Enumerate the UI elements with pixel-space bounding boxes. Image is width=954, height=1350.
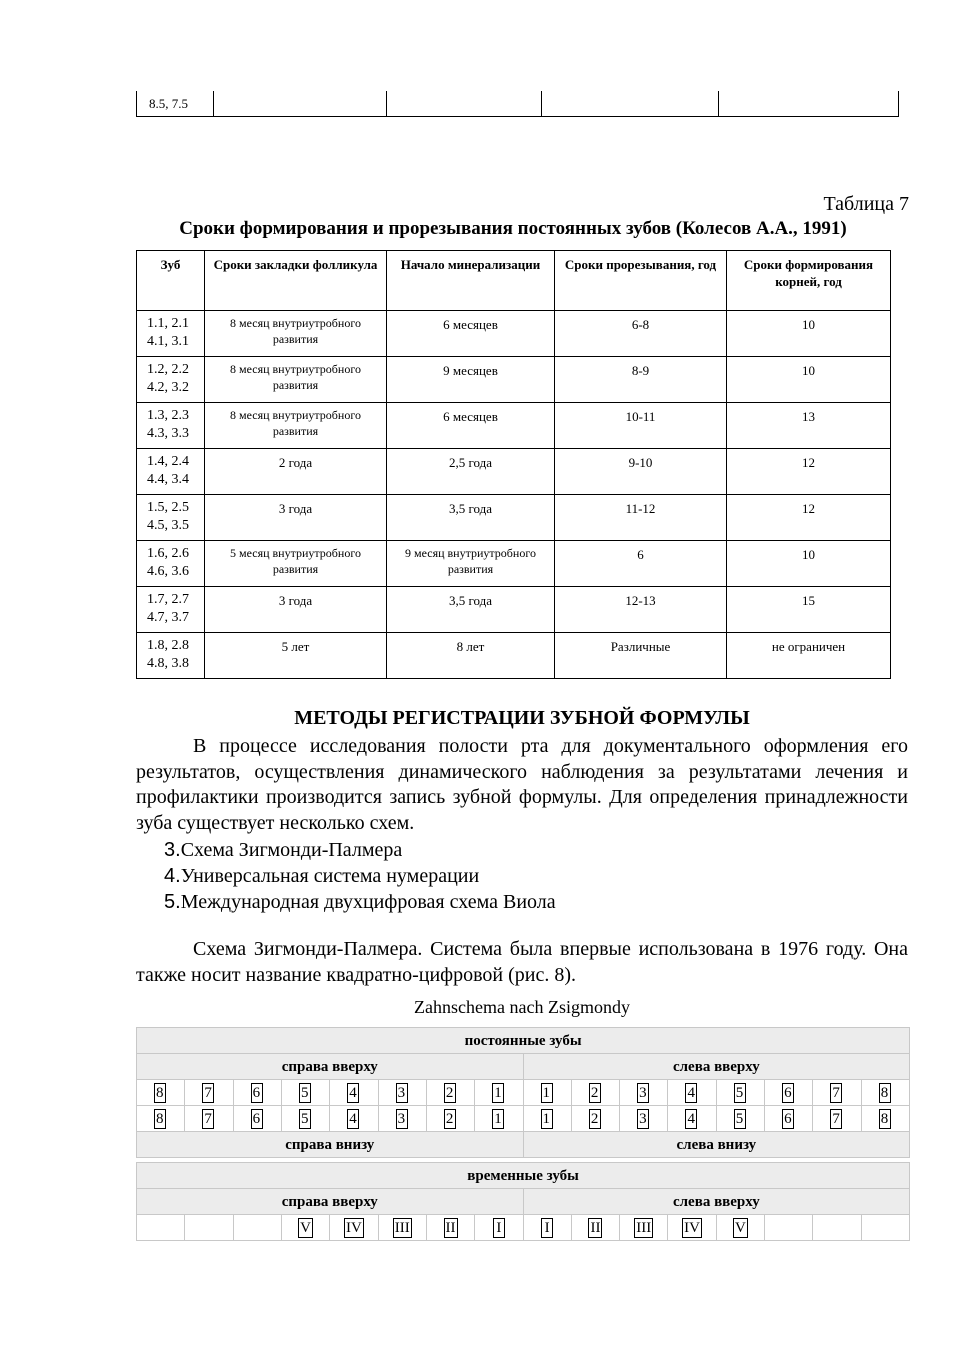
table-cell [727,357,891,403]
list-text: Схема Зигмонди-Палмера [180,839,403,861]
table-cell [387,495,555,541]
table-cell [205,495,387,541]
permanent-lower-row [137,1106,910,1132]
roots-value: 12 [802,501,815,516]
table-cell [387,633,555,679]
intro-paragraph: В процессе исследования полости рта для документального оформления его результатов, осуществления динамического наблюдения за результатами лечения и профилактики производится запись зубной формулы. Для определения принадлежности зуба существует несколько схем. [136,735,908,834]
table-cell [387,541,555,587]
table-cell [387,357,555,403]
permanent-teeth-header: постоянные зубы [137,1028,910,1054]
table-caption: Таблица 7 [823,193,909,215]
table-cell [205,403,387,449]
table-cell [387,587,555,633]
tooth-number: 4.2, 3.2 [147,380,189,395]
follicle-value: 8 месяц внутриутробного развития [230,316,361,346]
teeth-timing-table [136,250,891,679]
tooth-number: 1.8, 2.8 [147,638,189,653]
tooth-cell [137,1080,185,1106]
tooth-box: I [541,1218,553,1238]
zsigmondy-paragraph: Схема Зигмонди-Палмера. Система была впервые использована в 1976 году. Она также носит название квадратно-цифровой (рис. 8). [136,938,908,986]
table-row [137,541,891,587]
tooth-box: 7 [830,1083,842,1103]
tooth-box: 5 [299,1109,311,1129]
table-cell [727,633,891,679]
list-item [164,863,556,889]
eruption-value: 8-9 [631,363,650,378]
tooth-number: 1.7, 2.7 [147,592,189,607]
tooth-cell [716,1106,764,1132]
tooth-cell [668,1080,716,1106]
tooth-cell [185,1215,233,1241]
table-cell [555,633,727,679]
tooth-box: 8 [879,1083,891,1103]
tooth-cell [330,1106,378,1132]
table-cell [387,403,555,449]
eruption-value: 11-12 [625,501,656,516]
tooth-box: 2 [444,1109,456,1129]
eruption-value: 6-8 [631,317,650,332]
tooth-box: 2 [589,1083,601,1103]
previous-table-fragment [136,91,899,117]
tooth-box: 1 [492,1109,504,1129]
tooth-number: 1.3, 2.3 [147,408,189,423]
column-header: Начало минерализации [387,251,555,311]
list-number: 4. [164,865,181,887]
table-cell [555,403,727,449]
column-header: Сроки формирования корней, год [727,251,891,311]
table-cell [137,495,205,541]
tooth-box: 3 [637,1083,649,1103]
tooth-cell [426,1106,474,1132]
column-header: Зуб [137,251,205,311]
table-cell [137,587,205,633]
tooth-cell [861,1080,910,1106]
tooth-cell [378,1080,426,1106]
tooth-cell [716,1080,764,1106]
tooth-box: 5 [299,1083,311,1103]
temporary-teeth-header: временные зубы [137,1163,910,1189]
table-cell [727,541,891,587]
tooth-box: 5 [734,1109,746,1129]
roots-value: не ограничен [771,639,846,654]
tooth-box: II [590,1219,601,1236]
tooth-number: 1.4, 2.4 [147,454,189,469]
table-cell [727,311,891,357]
mineralization-value: 3,5 года [448,501,493,516]
table-cell [137,311,205,357]
table-cell [727,449,891,495]
list-text: Международная двухцифровая схема Виола [180,891,556,913]
tooth-cell [668,1215,716,1241]
tooth-cell [813,1106,861,1132]
tooth-number: 4.5, 3.5 [147,518,189,533]
tooth-number: 4.4, 3.4 [147,472,189,487]
tooth-cell [378,1215,426,1241]
roots-value: 13 [802,409,815,424]
tooth-cell [813,1215,861,1241]
figure-caption: Zahnschema nach Zsigmondy [414,997,630,1017]
tooth-cell [281,1215,329,1241]
tooth-box: 6 [782,1083,794,1103]
tooth-cell [233,1215,281,1241]
schemes-list [164,837,556,915]
tooth-box: 2 [444,1083,456,1103]
tooth-cell [378,1106,426,1132]
table-row [137,311,891,357]
follicle-value: 5 месяц внутриутробного развития [230,546,361,576]
table-row [137,403,891,449]
lower-right-label: справа внизу [137,1132,524,1158]
table-cell [727,587,891,633]
list-text: Универсальная система нумерации [180,865,480,887]
table-cell [214,91,387,117]
temporary-upper-row [137,1215,910,1241]
table-cell [137,449,205,495]
tooth-cell [137,1106,185,1132]
tooth-box: IV [684,1219,700,1236]
table-cell [205,633,387,679]
tooth-box: 7 [830,1109,842,1129]
tooth-cell [523,1215,571,1241]
tooth-box: IV [345,1219,362,1236]
tooth-box: III [394,1219,410,1236]
table-cell [205,357,387,403]
tooth-box: 5 [734,1083,746,1103]
eruption-value: 9-10 [628,455,653,470]
table-cell [387,449,555,495]
table-cell [387,311,555,357]
table-row [137,357,891,403]
tooth-cell [765,1106,813,1132]
tooth-box: 8 [154,1109,166,1129]
tooth-box: III [636,1219,652,1236]
table-cell [205,541,387,587]
table-cell [555,541,727,587]
eruption-value: 6 [637,547,644,562]
temp-upper-left-label: слева вверху [523,1189,910,1215]
follicle-value: 5 лет [281,639,310,654]
tooth-cell [571,1106,619,1132]
tooth-cell [668,1106,716,1132]
table-cell [542,91,719,117]
table-cell [727,495,891,541]
tooth-number: 4.3, 3.3 [147,426,189,441]
eruption-value: 10-11 [625,409,656,424]
follicle-value: 8 месяц внутриутробного развития [230,362,361,392]
follicle-value: 3 года [278,501,313,516]
table-cell [205,449,387,495]
eruption-value: Различные [610,639,671,654]
tooth-box: V [734,1219,746,1236]
table-header-row [137,251,891,311]
tooth-cell [475,1106,523,1132]
list-number: 3. [164,839,181,861]
tooth-cell [861,1106,910,1132]
tooth-box: II [445,1219,456,1236]
mineralization-value: 9 месяц внутриутробного развития [405,546,536,576]
tooth-cell [185,1080,233,1106]
tooth-cell [523,1080,571,1106]
tooth-box: V [300,1219,312,1236]
tooth-box: 1 [541,1083,553,1103]
tooth-cell [281,1080,329,1106]
upper-right-label: справа вверху [137,1054,524,1080]
table-cell [555,587,727,633]
tooth-cell [475,1215,523,1241]
tooth-number: 1.5, 2.5 [147,500,189,515]
table-row [137,495,891,541]
tooth-box: 7 [202,1083,214,1103]
mineralization-value: 8 лет [456,639,485,654]
tooth-cell [620,1215,668,1241]
tooth-number: 1.6, 2.6 [147,546,189,561]
roots-value: 10 [802,363,815,378]
mineralization-value: 9 месяцев [443,363,498,378]
tooth-box: 1 [541,1109,553,1129]
mineralization-value: 3,5 года [448,593,493,608]
tooth-cell [426,1215,474,1241]
table-cell [205,587,387,633]
table-cell [137,403,205,449]
tooth-cell [813,1080,861,1106]
tooth-box: 4 [685,1109,697,1129]
mineralization-value: 2,5 года [448,455,493,470]
eruption-value: 12-13 [625,593,656,608]
tooth-box: 3 [396,1083,408,1103]
tooth-cell [233,1080,281,1106]
upper-left-label: слева вверху [523,1054,910,1080]
tooth-number: 1.2, 2.2 [147,362,189,377]
table-cell [555,495,727,541]
table-title: Сроки формирования и прорезывания постоянных зубов (Колесов А.А., 1991) [179,218,847,239]
tooth-box: 8 [879,1109,891,1129]
tooth-cell [330,1080,378,1106]
tooth-cell [620,1080,668,1106]
tooth-cell [330,1215,378,1241]
tooth-box: I [493,1218,505,1238]
tooth-number: 4.6, 3.6 [147,564,189,579]
tooth-box: 6 [251,1109,263,1129]
tooth-number: 4.8, 3.8 [147,656,189,671]
tooth-box: 1 [492,1083,504,1103]
table-cell [555,311,727,357]
tooth-cell [765,1215,813,1241]
tooth-box: 7 [202,1109,214,1129]
table-cell: 8.5, 7.5 [137,91,214,117]
tooth-number: 1.1, 2.1 [147,316,189,331]
follicle-value: 2 года [278,455,313,470]
zsigmondy-schema [136,1027,910,1241]
temp-upper-right-label: справа вверху [137,1189,524,1215]
table-cell [137,541,205,587]
table-row [137,633,891,679]
table-cell [719,91,899,117]
tooth-cell [861,1215,910,1241]
roots-value: 15 [802,593,815,608]
tooth-box: 4 [685,1083,697,1103]
tooth-cell [281,1106,329,1132]
table-cell [727,403,891,449]
list-item [164,837,556,863]
table-row [137,449,891,495]
table-cell [555,357,727,403]
table-row [137,587,891,633]
column-header: Сроки закладки фолликула [205,251,387,311]
tooth-cell [137,1215,185,1241]
tooth-box: 3 [396,1109,408,1129]
tooth-box: 6 [251,1083,263,1103]
list-number: 5. [164,891,181,913]
tooth-cell [620,1106,668,1132]
tooth-box: 4 [347,1109,359,1129]
mineralization-value: 6 месяцев [443,409,498,424]
tooth-cell [523,1106,571,1132]
tooth-box: 8 [154,1083,166,1103]
follicle-value: 3 года [278,593,313,608]
tooth-cell [571,1080,619,1106]
mineralization-value: 6 месяцев [443,317,498,332]
column-header: Сроки прорезывания, год [555,251,727,311]
table-cell [137,633,205,679]
tooth-cell [426,1080,474,1106]
table-cell [137,357,205,403]
table-row [137,91,899,117]
follicle-value: 8 месяц внутриутробного развития [230,408,361,438]
lower-left-label: слева внизу [523,1132,910,1158]
roots-value: 10 [802,547,815,562]
tooth-cell [716,1215,764,1241]
tooth-cell [571,1215,619,1241]
tooth-cell [185,1106,233,1132]
roots-value: 10 [802,317,815,332]
table-cell [555,449,727,495]
tooth-number: 4.1, 3.1 [147,334,189,349]
tooth-number: 4.7, 3.7 [147,610,189,625]
tooth-box: 4 [347,1083,359,1103]
tooth-box: 6 [782,1109,794,1129]
list-item [164,889,556,915]
tooth-cell [233,1106,281,1132]
section-title: МЕТОДЫ РЕГИСТРАЦИИ ЗУБНОЙ ФОРМУЛЫ [294,707,750,729]
roots-value: 12 [802,455,815,470]
tooth-cell [765,1080,813,1106]
tooth-cell [475,1080,523,1106]
tooth-box: 2 [589,1109,601,1129]
tooth-box: 3 [637,1109,649,1129]
table-cell [387,91,542,117]
table-cell [205,311,387,357]
permanent-upper-row [137,1080,910,1106]
